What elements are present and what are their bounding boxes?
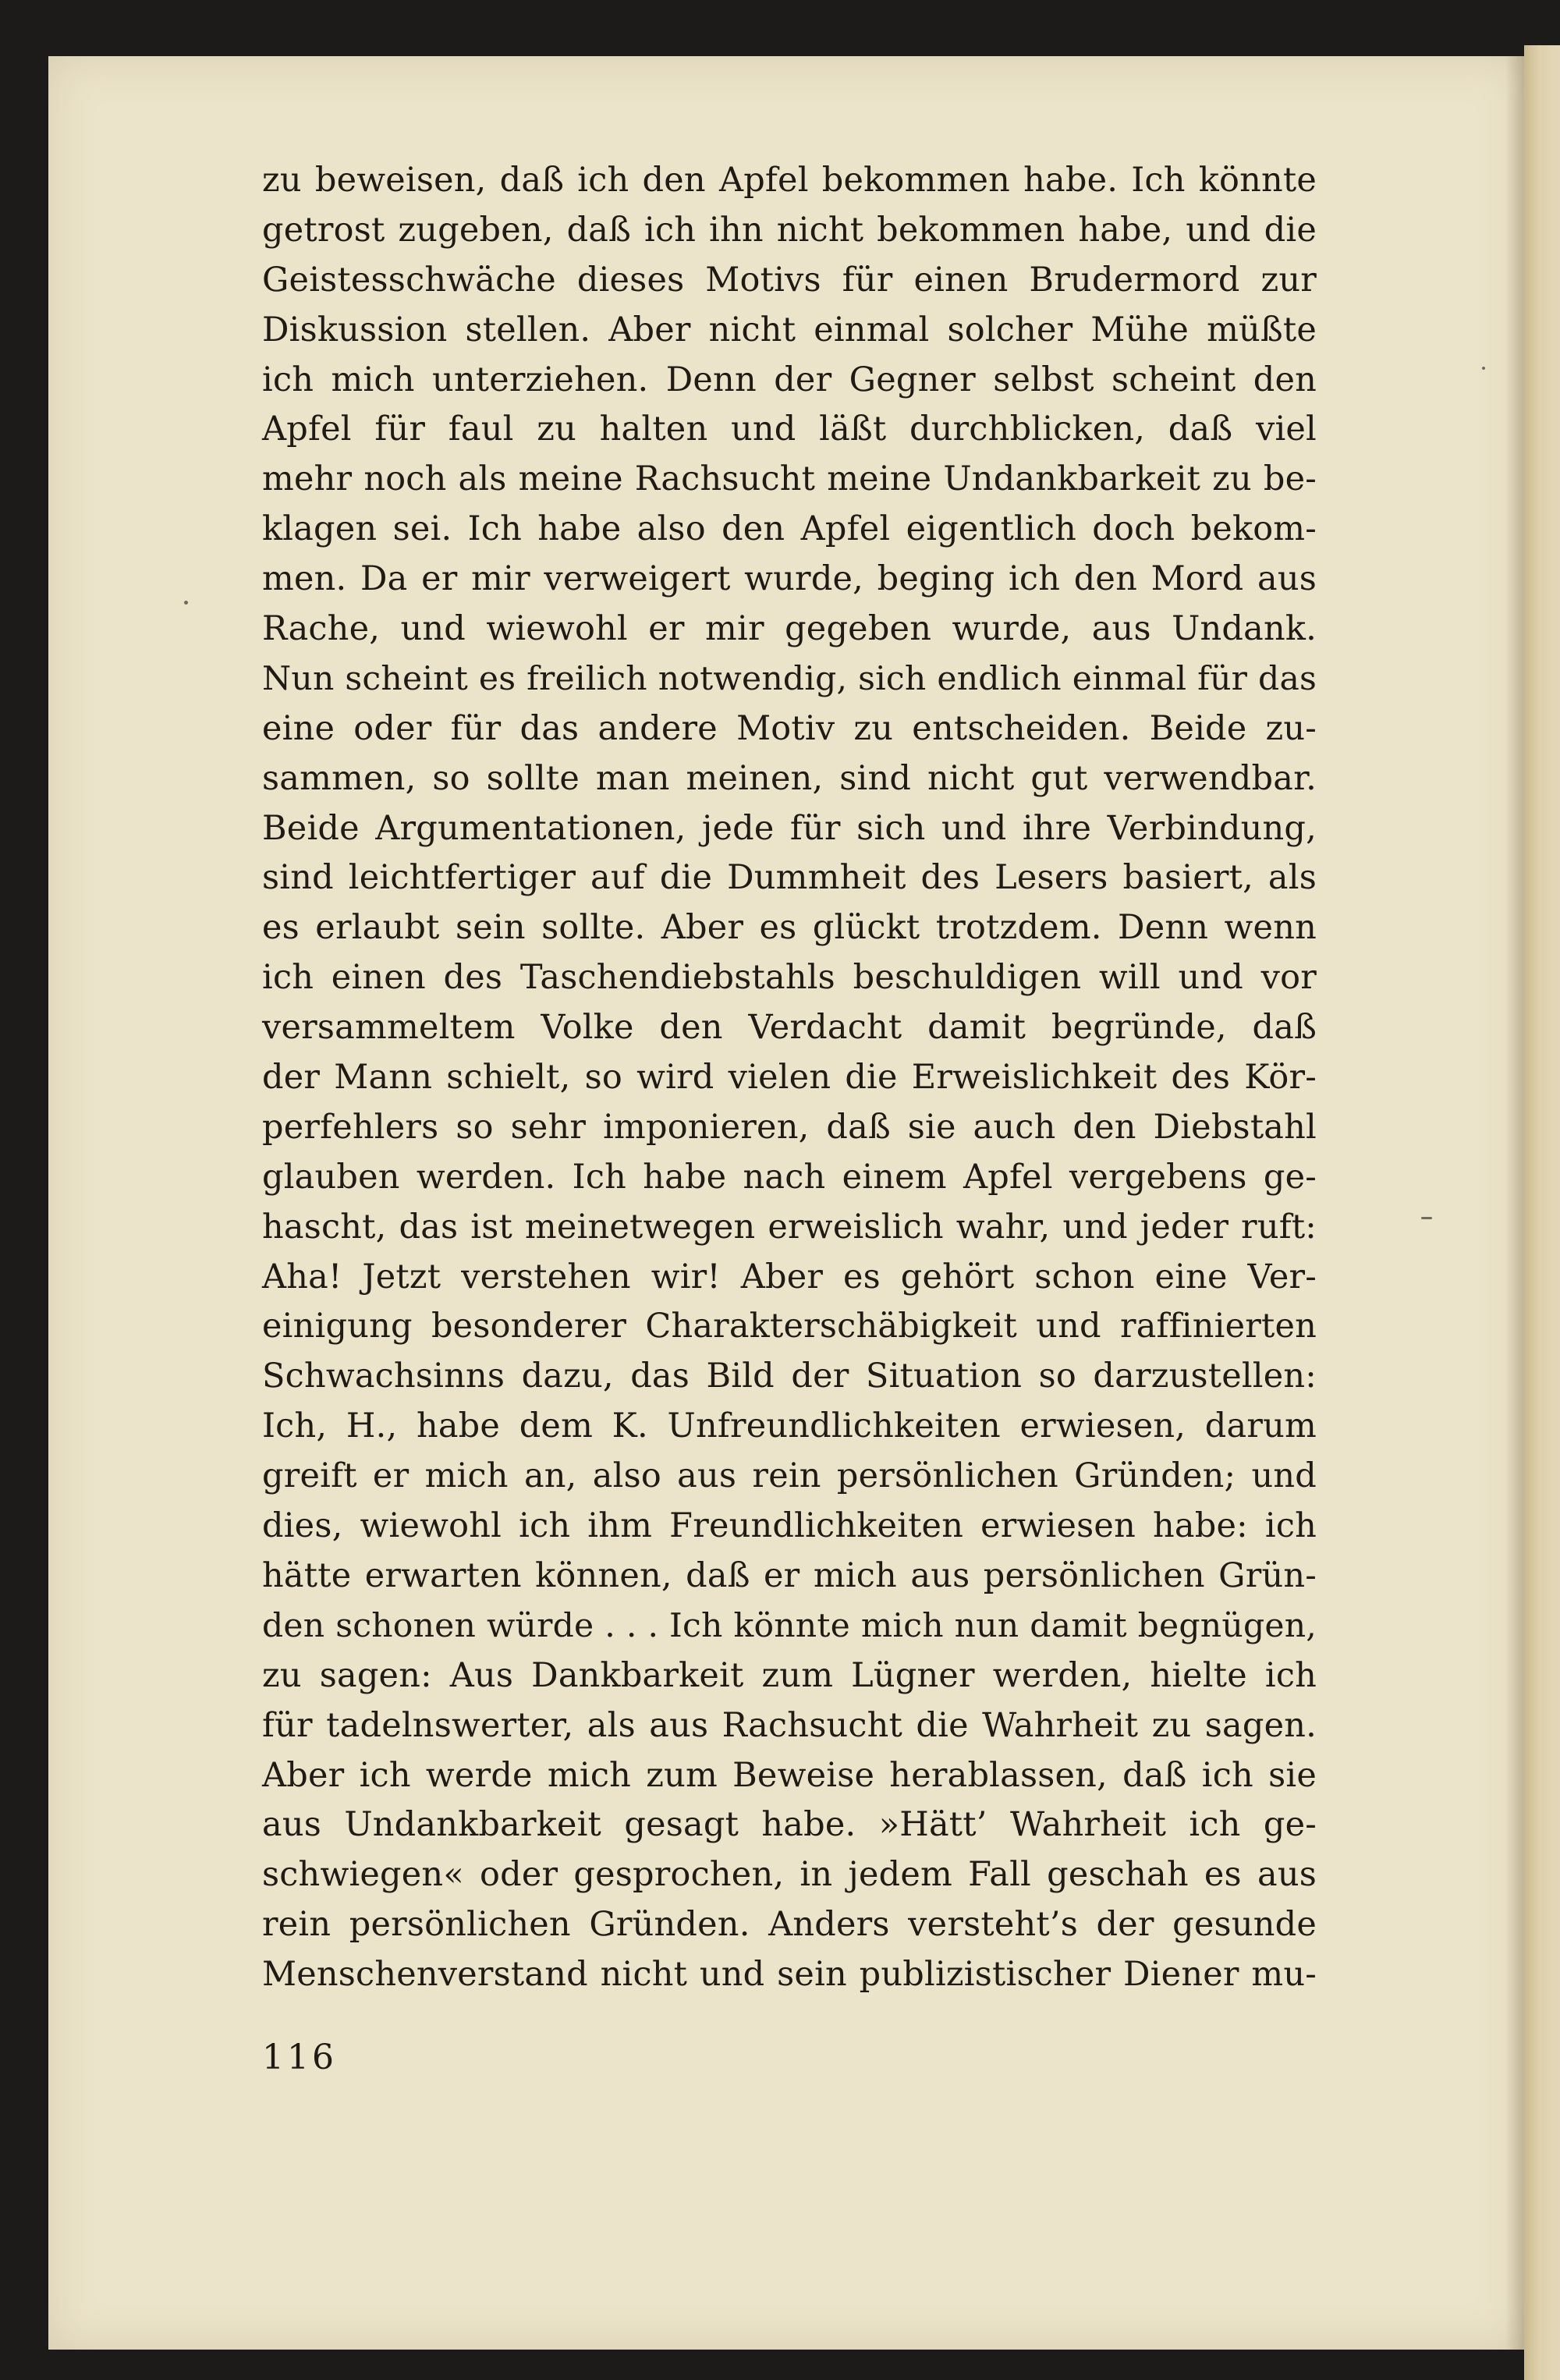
- text-line: greift er mich an, also aus rein persönlichen Gründen; und: [262, 1456, 1317, 1496]
- text-line: rein persönlichen Gründen. Anders versteht’s der gesunde: [262, 1905, 1317, 1945]
- text-line: mehr noch als meine Rachsucht meine Undankbarkeit zu be-: [262, 459, 1317, 499]
- text-line: versammeltem Volke den Verdacht damit begründe, daß: [262, 1008, 1317, 1048]
- gutter-shadow: [1505, 56, 1524, 2350]
- text-line: Rache, und wiewohl er mir gegeben wurde, aus Undank.: [262, 609, 1317, 649]
- text-line: hätte erwarten können, daß er mich aus persönlichen Grün-: [262, 1555, 1317, 1595]
- text-line: ich einen des Taschendiebstahls beschuldigen will und vor: [262, 958, 1317, 998]
- text-line: sammen, so sollte man meinen, sind nicht gut verwendbar.: [262, 758, 1317, 798]
- text-line: für tadelnswerter, als aus Rachsucht die Wahrheit zu sagen.: [262, 1705, 1317, 1745]
- text-line: perfehlers so sehr imponieren, daß sie auch den Diebstahl: [262, 1107, 1317, 1147]
- text-line: der Mann schielt, so wird vielen die Erweislichkeit des Kör-: [262, 1058, 1317, 1098]
- text-line: einigung besonderer Charakterschäbigkeit und raffinierten: [262, 1307, 1317, 1346]
- text-line: Diskussion stellen. Aber nicht einmal solcher Mühe müßte: [262, 310, 1317, 349]
- text-line: sind leichtfertiger auf die Dummheit des Lesers basiert, als: [262, 858, 1317, 898]
- text-line: zu beweisen, daß ich den Apfel bekommen habe. Ich könnte: [262, 161, 1317, 200]
- text-line: Ich, H., habe dem K. Unfreundlichkeiten erwiesen, darum: [262, 1406, 1317, 1446]
- text-line: getrost zugeben, daß ich ihn nicht bekommen habe, und die: [262, 210, 1317, 250]
- text-line: Schwachsinns dazu, das Bild der Situation so darzustellen:: [262, 1357, 1317, 1396]
- body-text: [262, 156, 1317, 2000]
- text-line: Aha! Jetzt verstehen wir! Aber es gehört schon eine Ver-: [262, 1257, 1317, 1296]
- text-line: den schonen würde . . . Ich könnte mich nun damit begnügen,: [262, 1606, 1317, 1645]
- paper-speck: [184, 601, 188, 605]
- paper-speck: [1482, 367, 1485, 370]
- text-line: eine oder für das andere Motiv zu entscheiden. Beide zu-: [262, 708, 1317, 748]
- text-line: men. Da er mir verweigert wurde, beging ich den Mord aus: [262, 559, 1317, 599]
- text-line: zu sagen: Aus Dankbarkeit zum Lügner werden, hielte ich: [262, 1655, 1317, 1695]
- text-line: Aber ich werde mich zum Beweise herablassen, daß ich sie: [262, 1755, 1317, 1795]
- text-line: schwiegen« oder gesprochen, in jedem Fall geschah es aus: [262, 1855, 1317, 1895]
- text-line: Nun scheint es freilich notwendig, sich endlich einmal für das: [262, 659, 1317, 698]
- text-line: hascht, das ist meinetwegen erweislich wahr, und jeder ruft:: [262, 1207, 1317, 1247]
- paper-speck: [1421, 1217, 1432, 1219]
- text-line: Geistesschwäche dieses Motivs für einen Brudermord zur: [262, 260, 1317, 300]
- text-line: aus Undankbarkeit gesagt habe. »Hätt’ Wahrheit ich ge-: [262, 1805, 1317, 1845]
- page-number: 116: [262, 2038, 337, 2077]
- text-line: Menschenverstand nicht und sein publizistischer Diener mu-: [262, 1955, 1317, 1995]
- text-line: dies, wiewohl ich ihm Freundlichkeiten erwiesen habe: ich: [262, 1506, 1317, 1546]
- text-line: glauben werden. Ich habe nach einem Apfel vergebens ge-: [262, 1157, 1317, 1197]
- text-line: ich mich unterziehen. Denn der Gegner selbst scheint den: [262, 360, 1317, 399]
- adjacent-page-edge: [1524, 45, 1560, 2380]
- text-line: Apfel für faul zu halten und läßt durchblicken, daß viel: [262, 410, 1317, 449]
- text-line: es erlaubt sein sollte. Aber es glückt trotzdem. Denn wenn: [262, 908, 1317, 948]
- text-line: Beide Argumentationen, jede für sich und ihre Verbindung,: [262, 808, 1317, 848]
- text-line: klagen sei. Ich habe also den Apfel eigentlich doch bekom-: [262, 509, 1317, 549]
